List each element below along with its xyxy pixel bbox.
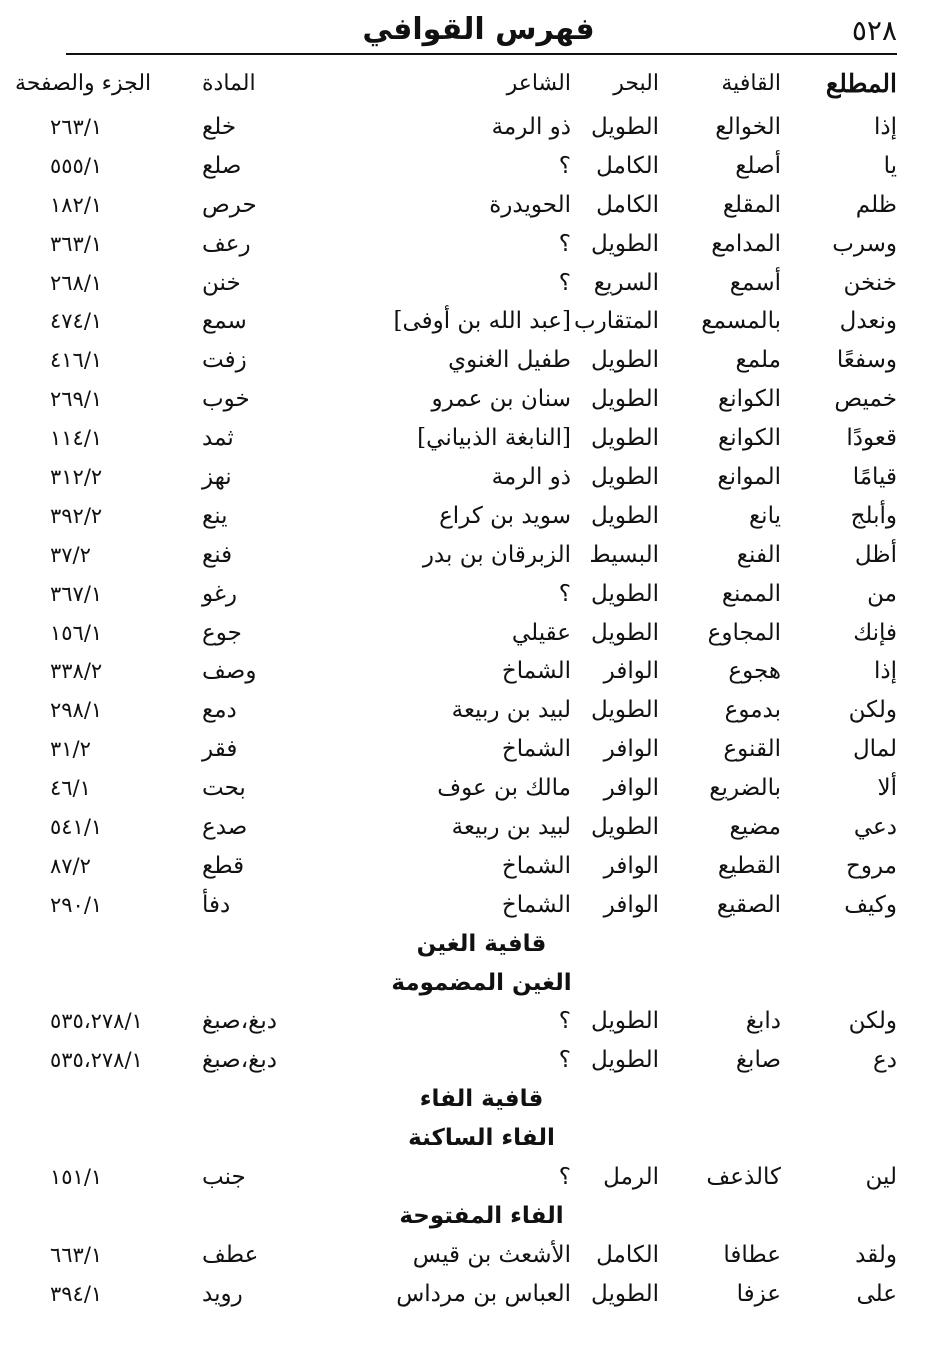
entry-poet: لبيد بن ربيعة (451, 697, 571, 724)
entry-opening: ولكن (848, 1008, 897, 1035)
entry-meter: الطويل (591, 814, 659, 841)
entry-reference: ٣٦٣/١ (50, 231, 103, 256)
entry-opening: خميص (834, 386, 897, 413)
entry-rhyme: الكوانع (717, 425, 781, 452)
entry-reference: ١٥٦/١ (50, 620, 103, 645)
entry-rhyme: يانع (748, 502, 781, 529)
entry-opening: وكيف (844, 891, 897, 918)
entry-root: قطع (202, 852, 245, 879)
entry-rhyme: ملمع (735, 347, 781, 374)
entry-opening: وسفعًا (836, 347, 897, 374)
table-row (50, 691, 897, 730)
entry-rhyme: صابغ (735, 1047, 781, 1074)
column-header-meter: البحر (613, 71, 659, 96)
entry-meter: الوافر (603, 736, 659, 763)
entry-reference: ٥٥٥/١ (50, 153, 103, 178)
entry-reference: ٢٩٨/١ (50, 698, 103, 723)
entry-opening: على (856, 1280, 897, 1307)
entry-root: سمع (202, 308, 247, 335)
table-row (50, 1275, 897, 1314)
entry-opening: إذا (873, 658, 897, 685)
index-entries (50, 108, 897, 1314)
entry-root: فقر (202, 736, 238, 763)
entry-poet: الشماخ (501, 658, 571, 685)
entry-meter: الطويل (591, 230, 659, 257)
section-heading: الفاء المفتوحة (399, 1202, 564, 1229)
entry-meter: الطويل (591, 580, 659, 607)
table-row (50, 497, 897, 536)
entry-root: ثمد (202, 425, 234, 452)
entry-poet: [النابغة الذبياني] (417, 425, 571, 452)
entry-poet: سويد بن كراع (439, 502, 571, 529)
entry-meter: الطويل (591, 502, 659, 529)
entry-poet: عقيلي (511, 619, 571, 646)
entry-reference: ٣١٢/٢ (50, 465, 103, 490)
entry-root: بحت (202, 775, 246, 802)
table-row (50, 1002, 897, 1041)
entry-root: خلع (202, 114, 237, 140)
entry-reference: ٢٦٩/١ (50, 387, 103, 412)
entry-rhyme: دابغ (745, 1008, 781, 1035)
column-header-poet: الشاعر (506, 71, 571, 96)
entry-rhyme: الخوالع (715, 114, 781, 140)
table-row (50, 847, 897, 886)
entry-root: رغو (202, 580, 238, 607)
entry-reference: ٥٤١/١ (50, 815, 103, 840)
running-title: فهرس القوافي (362, 12, 595, 47)
entry-rhyme: الفنع (736, 541, 781, 568)
entry-meter: الطويل (591, 1008, 659, 1035)
entry-opening: ألا (877, 775, 897, 802)
entry-root: خنن (202, 269, 241, 296)
entry-reference: ٥٣٥،٢٧٨/١ (50, 1009, 143, 1034)
table-row (50, 264, 897, 303)
entry-rhyme: القنوع (723, 736, 781, 763)
section-heading: الفاء الساكنة (408, 1125, 555, 1152)
entry-rhyme: الممنع (721, 580, 781, 607)
entry-root: دبغ،صبغ (202, 1047, 278, 1074)
entry-reference: ١٨٢/١ (50, 192, 103, 217)
entry-reference: ٣١/٢ (50, 737, 91, 762)
entry-poet: سنان بن عمرو (431, 386, 571, 413)
column-header-opening: المطلع (825, 69, 897, 98)
entry-rhyme: عزفا (736, 1280, 781, 1307)
entry-opening: لمال (852, 736, 897, 763)
table-row (50, 186, 897, 225)
entry-meter: السريع (593, 269, 659, 296)
entry-root: رويد (202, 1280, 243, 1307)
entry-meter: الطويل (591, 425, 659, 452)
table-row (50, 458, 897, 497)
entry-root: وصف (202, 658, 257, 685)
entry-poet: لبيد بن ربيعة (451, 814, 571, 841)
entry-reference: ١٥١/١ (50, 1165, 103, 1190)
page-header (60, 8, 897, 52)
entry-root: فنع (202, 541, 233, 568)
entry-root: خوب (202, 386, 250, 413)
table-row (50, 302, 897, 341)
entry-reference: ٣٦٧/١ (50, 581, 103, 606)
entry-reference: ٣٩٢/٢ (50, 503, 103, 528)
entry-reference: ٣٧/٢ (50, 542, 91, 567)
entry-opening: إذا (873, 114, 897, 140)
column-header-reference: الجزء والصفحة (15, 71, 152, 96)
entry-meter: الطويل (591, 386, 659, 413)
entry-rhyme: المقلع (722, 191, 781, 218)
entry-root: صلع (202, 152, 242, 179)
entry-poet: ؟ (558, 1008, 571, 1035)
entry-rhyme: المجاوع (707, 619, 781, 646)
entry-poet: [عبد الله بن أوفى] (393, 308, 571, 335)
entry-root: صدع (202, 814, 248, 841)
table-row (50, 380, 897, 419)
entry-meter: الطويل (591, 1280, 659, 1307)
entry-reference: ٢٩٠/١ (50, 892, 103, 917)
entry-root: جوع (202, 619, 242, 646)
entry-meter: الوافر (603, 891, 659, 918)
entry-rhyme: عطافا (723, 1241, 781, 1268)
entry-meter: الطويل (591, 697, 659, 724)
entry-meter: الرمل (603, 1164, 659, 1191)
entry-opening: يا (883, 152, 897, 179)
entry-opening: دعي (853, 814, 897, 841)
entry-root: ينع (202, 502, 228, 529)
entry-reference: ٤١٦/١ (50, 348, 103, 373)
entry-root: حرص (202, 191, 257, 218)
table-row (50, 1236, 897, 1275)
entry-rhyme: الكوانع (717, 386, 781, 413)
entry-meter: الكامل (596, 191, 659, 218)
table-row (50, 769, 897, 808)
entry-poet: مالك بن عوف (437, 775, 571, 802)
entry-root: نهز (202, 464, 232, 491)
column-header-rhyme: القافية (721, 71, 781, 96)
table-row (50, 341, 897, 380)
entry-meter: الطويل (591, 1047, 659, 1074)
entry-meter: الطويل (591, 347, 659, 374)
entry-rhyme: بدموع (724, 697, 781, 724)
entry-meter: الكامل (596, 152, 659, 179)
entry-opening: فإنك (853, 619, 897, 646)
section-heading: قافية الفاء (419, 1086, 544, 1113)
table-row (50, 419, 897, 458)
entry-poet: ؟ (558, 269, 571, 296)
table-row (50, 225, 897, 264)
table-row (50, 730, 897, 769)
table-row (50, 536, 897, 575)
table-row (50, 652, 897, 691)
entry-rhyme: مضيع (729, 814, 781, 841)
entry-root: دبغ،صبغ (202, 1008, 278, 1035)
entry-rhyme: هجوع (728, 658, 781, 685)
entry-opening: دع (873, 1047, 897, 1074)
entry-rhyme: المدامع (711, 230, 781, 257)
entry-opening: وأبلج (850, 502, 897, 529)
entry-opening: قعودًا (846, 425, 897, 452)
entry-poet: الحويدرة (489, 191, 571, 218)
entry-opening: خنخن (843, 269, 897, 296)
entry-rhyme: الموانع (717, 464, 781, 491)
entry-reference: ٤٧٤/١ (50, 309, 103, 334)
entry-meter: الطويل (591, 619, 659, 646)
entry-poet: الأشعث بن قيس (412, 1241, 571, 1268)
entry-poet: ؟ (558, 1047, 571, 1074)
entry-opening: مروح (846, 852, 897, 879)
entry-meter: الطويل (591, 464, 659, 491)
entry-root: دفأ (202, 891, 231, 918)
entry-opening: قيامًا (852, 464, 897, 491)
entry-poet: ؟ (558, 580, 571, 607)
entry-poet: طفيل الغنوي (448, 347, 571, 374)
entry-opening: ظلم (855, 191, 897, 218)
page-number: ٥٢٨ (851, 14, 897, 47)
entry-reference: ٦٦٣/١ (50, 1242, 103, 1267)
entry-poet: ذو الرمة (491, 114, 571, 140)
entry-rhyme: كالذعف (706, 1164, 781, 1191)
entry-poet: ؟ (558, 152, 571, 179)
entry-poet: ذو الرمة (491, 464, 571, 491)
entry-poet: ؟ (558, 230, 571, 257)
entry-root: رعف (202, 230, 251, 257)
entry-meter: الوافر (603, 852, 659, 879)
entry-rhyme: أسمع (729, 269, 781, 296)
entry-reference: ٣٣٨/٢ (50, 659, 103, 684)
entry-meter: الكامل (596, 1241, 659, 1268)
entry-rhyme: الصقيع (716, 891, 781, 918)
column-header-root: المادة (202, 71, 256, 96)
entry-root: عطف (202, 1241, 259, 1268)
entry-opening: ولقد (855, 1241, 897, 1268)
entry-poet: الشماخ (501, 736, 571, 763)
table-row (50, 1041, 897, 1080)
entry-meter: البسيط (589, 541, 659, 568)
table-row (50, 614, 897, 653)
rhyme-index-table (15, 62, 897, 1314)
entry-reference: ٤٦/١ (50, 776, 91, 801)
entry-poet: ؟ (558, 1164, 571, 1191)
entry-poet: الشماخ (501, 891, 571, 918)
entry-opening: لين (865, 1164, 897, 1191)
entry-meter: الطويل (591, 114, 659, 140)
entry-reference: ٣٩٤/١ (50, 1281, 103, 1306)
section-heading: قافية الغين (416, 930, 547, 957)
entry-reference: ٥٣٥،٢٧٨/١ (50, 1048, 143, 1073)
table-row (50, 886, 897, 925)
entry-reference: ٢٦٣/١ (50, 115, 103, 139)
entry-poet: العباس بن مرداس (396, 1280, 571, 1307)
column-header-row (15, 62, 897, 106)
section-heading: الغين المضمومة (391, 969, 572, 996)
entry-reference: ١١٤/١ (50, 426, 103, 451)
entry-meter: الوافر (603, 658, 659, 685)
entry-rhyme: القطيع (717, 852, 781, 879)
table-row (50, 147, 897, 186)
header-rule (66, 53, 897, 55)
table-row (50, 808, 897, 847)
entry-opening: وسرب (832, 230, 897, 257)
entry-poet: الشماخ (501, 852, 571, 879)
entry-reference: ٨٧/٢ (50, 853, 91, 878)
entry-rhyme: بالمسمع (701, 308, 781, 335)
entry-opening: ونعدل (839, 308, 897, 335)
entry-reference: ٢٦٨/١ (50, 270, 103, 295)
entry-meter: المتقارب (573, 308, 659, 335)
entry-meter: الوافر (603, 775, 659, 802)
table-row (50, 108, 897, 147)
entry-rhyme: أصلع (735, 152, 781, 179)
table-row (50, 1158, 897, 1197)
entry-poet: الزبرقان بن بدر (422, 541, 571, 568)
entry-opening: ولكن (848, 697, 897, 724)
table-row (50, 575, 897, 614)
entry-opening: من (867, 580, 897, 607)
entry-root: دمع (202, 697, 237, 724)
entry-root: زفت (202, 347, 247, 374)
entry-opening: أظل (854, 541, 897, 568)
entry-root: جنب (202, 1164, 246, 1191)
entry-rhyme: بالضريع (709, 775, 781, 802)
